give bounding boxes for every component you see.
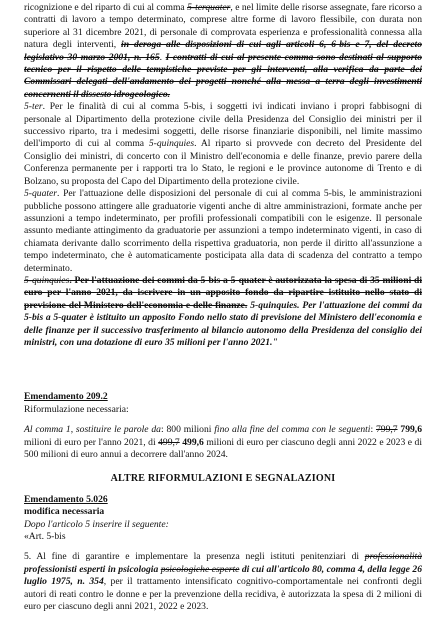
amendment-5-026-text	[24, 551, 422, 613]
text-run: , per il trattamento intensificato cognitivo-comportamentale nei confronti degli autori di reati contro le donne e per la prevenzione della recidiva, è autorizzata la spesa di 2 milioni di euro per ciascuno degli anni 2021, 2022 e 2023.	[24, 576, 422, 613]
amendment-5-026-title: Emendamento 5.026	[24, 493, 108, 505]
text-run: 5-quinquies. Per l'attuazione dei commi da 5-bis a 5-quater è istituito un apposito Fondo nello stato di previsione del Ministero dell'economia e delle finanze per il successivo trasferimento al bilancio autonomo della Presidenza del consiglio dei ministri, con una dotazione di euro 35 milioni per l'anno 2021."	[24, 299, 423, 348]
paragraph-5quinquies	[24, 275, 422, 349]
text-run: fino alla fine del comma con le seguenti	[214, 424, 371, 436]
text-run: milioni di euro per l'anno 2021, di	[24, 436, 159, 448]
document-page	[24, 2, 422, 613]
text-run: psicologiche esperte	[160, 563, 240, 575]
section-heading: ALTRE RIFORMULAZIONI E SEGNALAZIONI	[110, 473, 336, 485]
text-run: 799,7	[375, 424, 398, 436]
amendment-209-2-text	[24, 424, 422, 461]
text-run: ricognizione e del riparto di cui al comma	[24, 2, 188, 13]
amendment-5-026-instruction: Dopo l'articolo 5 inserire il seguente:	[24, 518, 169, 530]
text-run: . Per le finalità di cui al comma 5-bis, i soggetti ivi indicati inviano i propri fabbisogni di personale al Dipartimento della protezione civile della Presidenza del Consiglio dei ministri per il successivo riparto, tra i medesimi soggetti, delle risorse finanziarie disponibili, nel limite massimo dell'importo di cui al comma	[24, 101, 422, 150]
amendment-209-2-title: Emendamento 209.2	[24, 391, 108, 403]
text-run: 499,6	[182, 436, 204, 448]
paragraph-5ter	[24, 101, 422, 188]
text-run: I contratti di cui al presente comma sono destinati al supporto tecnico per il rispetto delle tempistiche previste per gli interventi, alla verifica da parte dei Commissari delegati dell'andamento dei progetti nonché alla messa a terra degli investimenti concernenti il dissesto idrogeologico.	[24, 51, 422, 100]
text-run: .	[159, 51, 166, 63]
text-run: 5-quinquies	[24, 274, 70, 286]
text-run: :	[370, 424, 376, 436]
text-run: . Per l'attuazione delle disposizioni del personale di cui al comma 5-bis, le amministrazioni pubbliche possono attingere alle graduatorie vigenti anche di altre amministrazioni, formate anche per assunzioni a tempo indeterminato, per profili professionali compatibili con le esigenze. Il personale assunto mediante attingimento da graduatorie per assunzioni a tempo indeterminato vigenti, in caso di chiamata derivante dallo scorrimento della rispettiva graduatoria, non perde il diritto all'assunzione a tempo indeterminato, che è automaticamente posticipata alla data di scadenza del contratto a tempo determinato.	[24, 188, 422, 274]
text-run: Al comma 1, sostituire le parole da	[24, 424, 161, 436]
text-run: 499,7	[158, 436, 180, 448]
amendment-5-026-article: «Art. 5-bis	[24, 531, 66, 543]
text-run: 5-quater	[24, 188, 58, 200]
amendment-5-026-subtitle: modifica necessaria	[24, 506, 105, 518]
text-run: 5. Al fine di garantire e implementare la presenza negli istituti penitenziari di	[24, 551, 365, 563]
text-run: 5-terquater	[187, 2, 231, 13]
text-run: 5-quinquies	[148, 138, 195, 150]
text-run: 5-ter	[24, 101, 43, 113]
paragraph-5bis-continuation	[24, 2, 422, 101]
text-run: : 800 milioni	[160, 424, 215, 436]
paragraph-5quater	[24, 188, 422, 275]
text-run: . Per l'attuazione dei commi da 5-bis a 5-quater è autorizzata la spesa di 35 milioni di euro per l'anno 2021, da iscrivere in un apposito fondo da ripartire istituito nello stato di previsione del Ministero dell'economia e delle finanze.	[24, 274, 422, 311]
text-run: 799,6	[400, 424, 422, 436]
text-run: professionisti esperti in psicologia	[24, 563, 159, 575]
text-run: professionalità	[364, 551, 422, 563]
text-run: di cui all'articolo 80, comma 4, della legge 26 luglio 1975, n. 354	[24, 563, 422, 588]
text-run: , e nel limite delle risorse assegnate, fare ricorso a contratti di lavoro a tempo determinato, comprese altre forme di lavoro flessibile, con durata non superiore al 31 dicembre 2021, di personale di comprovata esperienza e professionalità connessa alla natura degli interventi,	[24, 2, 422, 51]
text-run: . Al riparto si provvede con decreto del Presidente del Consiglio dei ministri, di concerto con il Ministro dell'economia e delle finanze, previo parere della Conferenza permanente per i rapporti tra lo Stato, le regioni e le province autonome di Trento e di Bolzano, su proposta del Capo del Dipartimento della protezione civile.	[24, 138, 422, 187]
text-run: milioni di euro per ciascuno degli anni 2022 e 2023 e di 500 milioni di euro annui a decorrere dall'anno 2024.	[24, 436, 422, 460]
amendment-209-2-subtitle: Riformulazione necessaria:	[24, 403, 129, 415]
text-run: in deroga alle disposizioni di cui agli articoli 6, 6-bis e 7, del decreto legislativo 30 marzo 2001, n. 165	[24, 39, 422, 63]
